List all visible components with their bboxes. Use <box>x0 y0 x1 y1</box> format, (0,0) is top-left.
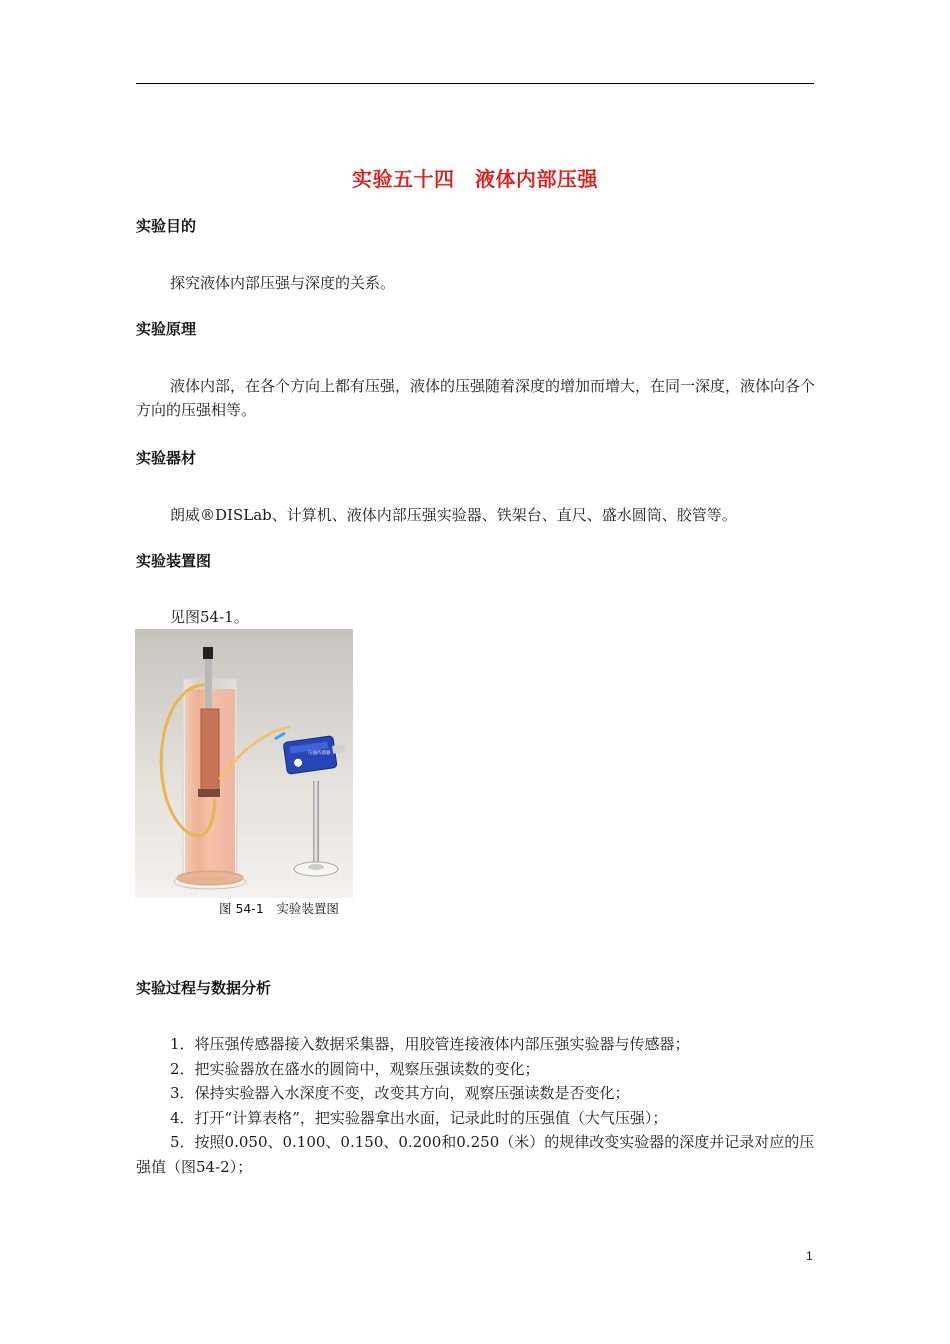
heading-purpose: 实验目的 <box>136 217 197 235</box>
step-item: 4．打开“计算表格”，把实验器拿出水面，记录此时的压强值（大气压强）； <box>170 1108 668 1127</box>
heading-equipment: 实验器材 <box>136 449 197 467</box>
step-item: 3．保持实验器入水深度不变，改变其方向，观察压强读数是否变化； <box>170 1084 630 1102</box>
page-number: 1 <box>806 1249 813 1263</box>
page-title: 实验五十四 液体内部压强 <box>352 167 598 191</box>
step-item: 5．按照0.050、0.100、0.150、0.200和0.250（米）的规律改变实验器的深度并记录对应的压强值（图54-2）； <box>136 1133 815 1176</box>
principle-text: 液体内部，在各个方向上都有压强，液体的压强随着深度的增加而增大，在同一深度，液体向各个方向的压强相等。 <box>136 377 816 419</box>
step-item: 2．把实验器放在盛水的圆筒中，观察压强读数的变化； <box>170 1059 540 1078</box>
figure-caption: 图 54-1 实验装置图 <box>219 901 339 916</box>
heading-setup: 实验装置图 <box>136 552 212 570</box>
equipment-text: 朗威®DISLab、计算机、液体内部压强实验器、铁架台、直尺、盛水圆筒、胶管等。 <box>170 506 737 524</box>
sensor-label: 压强传感器 <box>308 751 331 756</box>
purpose-text: 探究液体内部压强与深度的关系。 <box>170 274 396 292</box>
step-item: 1．将压强传感器接入数据采集器，用胶管连接液体内部压强实验器与传感器； <box>170 1035 690 1053</box>
heading-principle: 实验原理 <box>136 320 197 338</box>
heading-process: 实验过程与数据分析 <box>136 979 272 997</box>
header-rule <box>136 83 814 84</box>
apparatus-photo <box>135 629 353 898</box>
setup-text: 见图54-1。 <box>170 608 249 626</box>
steps-list <box>136 1032 816 1179</box>
